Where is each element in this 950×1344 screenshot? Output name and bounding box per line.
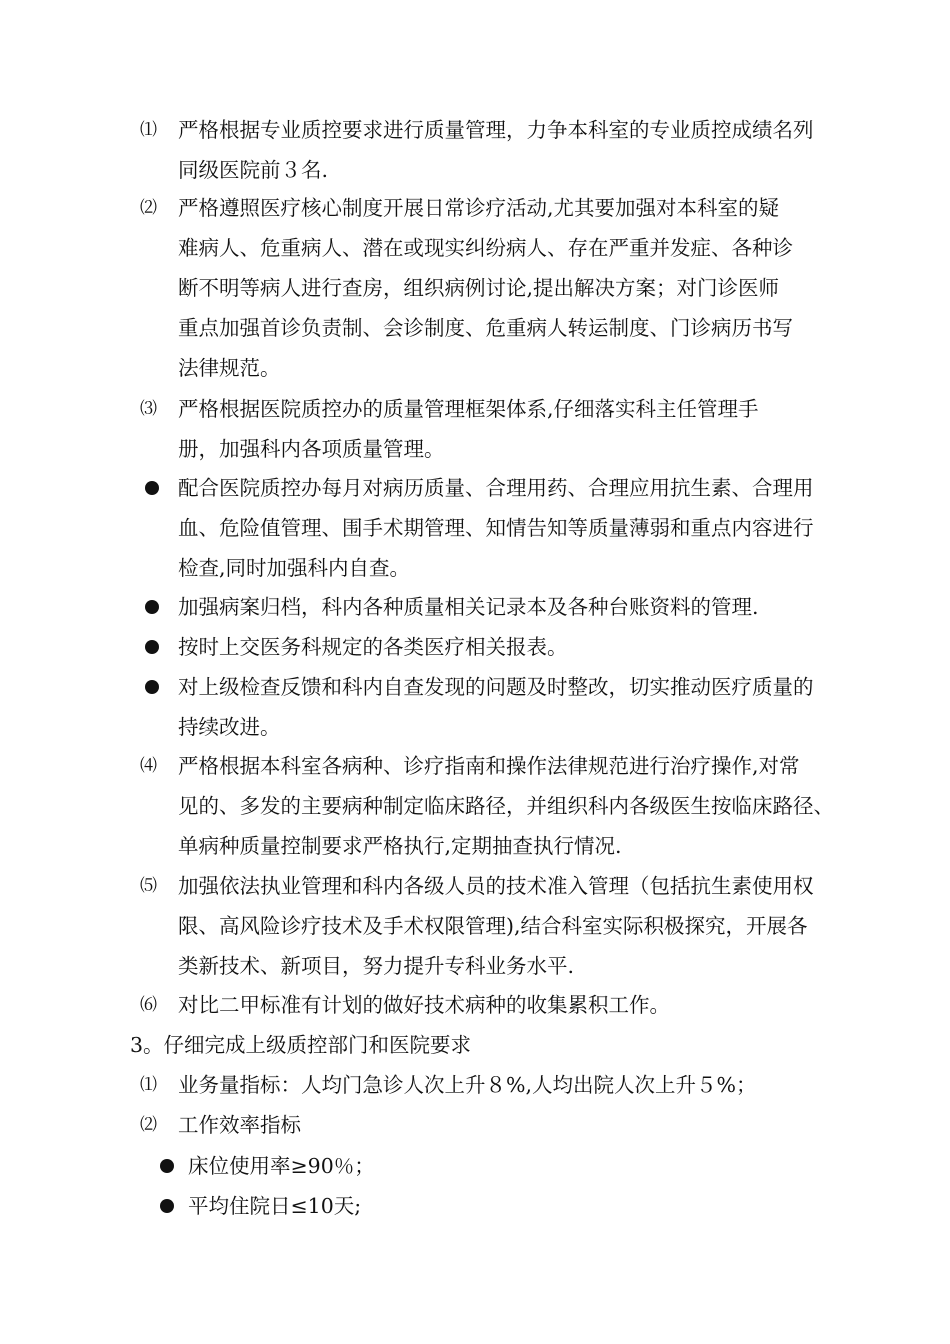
section-heading: 3。仔细完成上级质控部门和医院要求 bbox=[130, 1033, 472, 1057]
paragraph-line: 对上级检查反馈和科内自查发现的问题及时整改，切实推动医疗质量的 bbox=[178, 675, 814, 699]
bullet-icon bbox=[160, 1159, 174, 1173]
paragraph-line: 严格根据专业质控要求进行质量管理，力争本科室的专业质控成绩名列 bbox=[178, 118, 814, 142]
list-item bbox=[140, 389, 900, 469]
paragraph-line: 床位使用率≥90％； bbox=[188, 1154, 375, 1178]
item-number: ⑴ bbox=[140, 120, 157, 140]
bullet-item bbox=[140, 667, 900, 747]
item-number: ⑴ bbox=[140, 1075, 157, 1095]
paragraph-line: 严格根据本科室各病种、诊疗指南和操作法律规范进行治疗操作,对常 bbox=[178, 754, 800, 778]
paragraph-line: 持续改进。 bbox=[178, 715, 281, 739]
item-number: ⑵ bbox=[140, 1115, 157, 1135]
item-number: ⑵ bbox=[140, 198, 157, 218]
bullet-icon bbox=[145, 640, 159, 654]
list-item bbox=[140, 110, 900, 190]
list-item bbox=[140, 746, 900, 866]
item-number: ⑷ bbox=[140, 756, 157, 776]
bullet-item bbox=[140, 468, 900, 588]
bullet-item bbox=[140, 627, 900, 667]
paragraph-line: 业务量指标：人均门急诊人次上升８%,人均出院人次上升５%； bbox=[178, 1073, 757, 1097]
item-number: ⑹ bbox=[140, 995, 157, 1015]
bullet-icon bbox=[145, 680, 159, 694]
paragraph-line: 严格遵照医疗核心制度开展日常诊疗活动,尤其要加强对本科室的疑 bbox=[178, 196, 780, 220]
paragraph-line: 法律规范。 bbox=[178, 356, 281, 380]
bullet-icon bbox=[145, 481, 159, 495]
paragraph-line: 加强病案归档，科内各种质量相关记录本及各种台账资料的管理. bbox=[178, 595, 759, 619]
paragraph-line: 对比二甲标准有计划的做好技术病种的收集累积工作。 bbox=[178, 993, 670, 1017]
paragraph-line: 工作效率指标 bbox=[178, 1113, 301, 1137]
paragraph-line: 重点加强首诊负责制、会诊制度、危重病人转运制度、门诊病历书写 bbox=[178, 316, 793, 340]
bullet-icon bbox=[145, 600, 159, 614]
paragraph-line: 严格根据医院质控办的质量管理框架体系,仔细落实科主任管理手 bbox=[178, 397, 759, 421]
paragraph-line: 单病种质量控制要求严格执行,定期抽查执行情况. bbox=[178, 834, 622, 858]
list-item bbox=[140, 188, 900, 388]
paragraph-line: 同级医院前３名. bbox=[178, 158, 329, 182]
paragraph-line: 难病人、危重病人、潜在或现实纠纷病人、存在严重并发症、各种诊 bbox=[178, 236, 793, 260]
bullet-item bbox=[160, 1146, 760, 1186]
paragraph-line: 册，加强科内各项质量管理。 bbox=[178, 437, 445, 461]
list-item bbox=[140, 985, 900, 1025]
paragraph-line: 限、高风险诊疗技术及手术权限管理),结合科室实际积极探究，开展各 bbox=[178, 914, 808, 938]
paragraph-line: 检查,同时加强科内自查。 bbox=[178, 556, 411, 580]
paragraph-line: 按时上交医务科规定的各类医疗相关报表。 bbox=[178, 635, 568, 659]
bullet-item bbox=[140, 587, 900, 627]
item-number: ⑸ bbox=[140, 876, 157, 896]
paragraph-line: 类新技术、新项目，努力提升专科业务水平. bbox=[178, 954, 575, 978]
list-item bbox=[140, 866, 900, 986]
item-number: ⑶ bbox=[140, 399, 157, 419]
list-item bbox=[140, 1065, 900, 1105]
paragraph-line: 加强依法执业管理和科内各级人员的技术准入管理（包括抗生素使用权 bbox=[178, 874, 814, 898]
paragraph-line: 见的、多发的主要病种制定临床路径，并组织科内各级医生按临床路径、 bbox=[178, 794, 834, 818]
bullet-item bbox=[160, 1186, 760, 1226]
list-item bbox=[140, 1105, 900, 1145]
paragraph-line: 配合医院质控办每月对病历质量、合理用药、合理应用抗生素、合理用 bbox=[178, 476, 814, 500]
bullet-icon bbox=[160, 1199, 174, 1213]
paragraph-line: 平均住院日≤10天; bbox=[188, 1194, 362, 1218]
paragraph-line: 血、危险值管理、围手术期管理、知情告知等质量薄弱和重点内容进行 bbox=[178, 516, 814, 540]
paragraph-line: 断不明等病人进行查房，组织病例讨论,提出解决方案；对门诊医师 bbox=[178, 276, 780, 300]
